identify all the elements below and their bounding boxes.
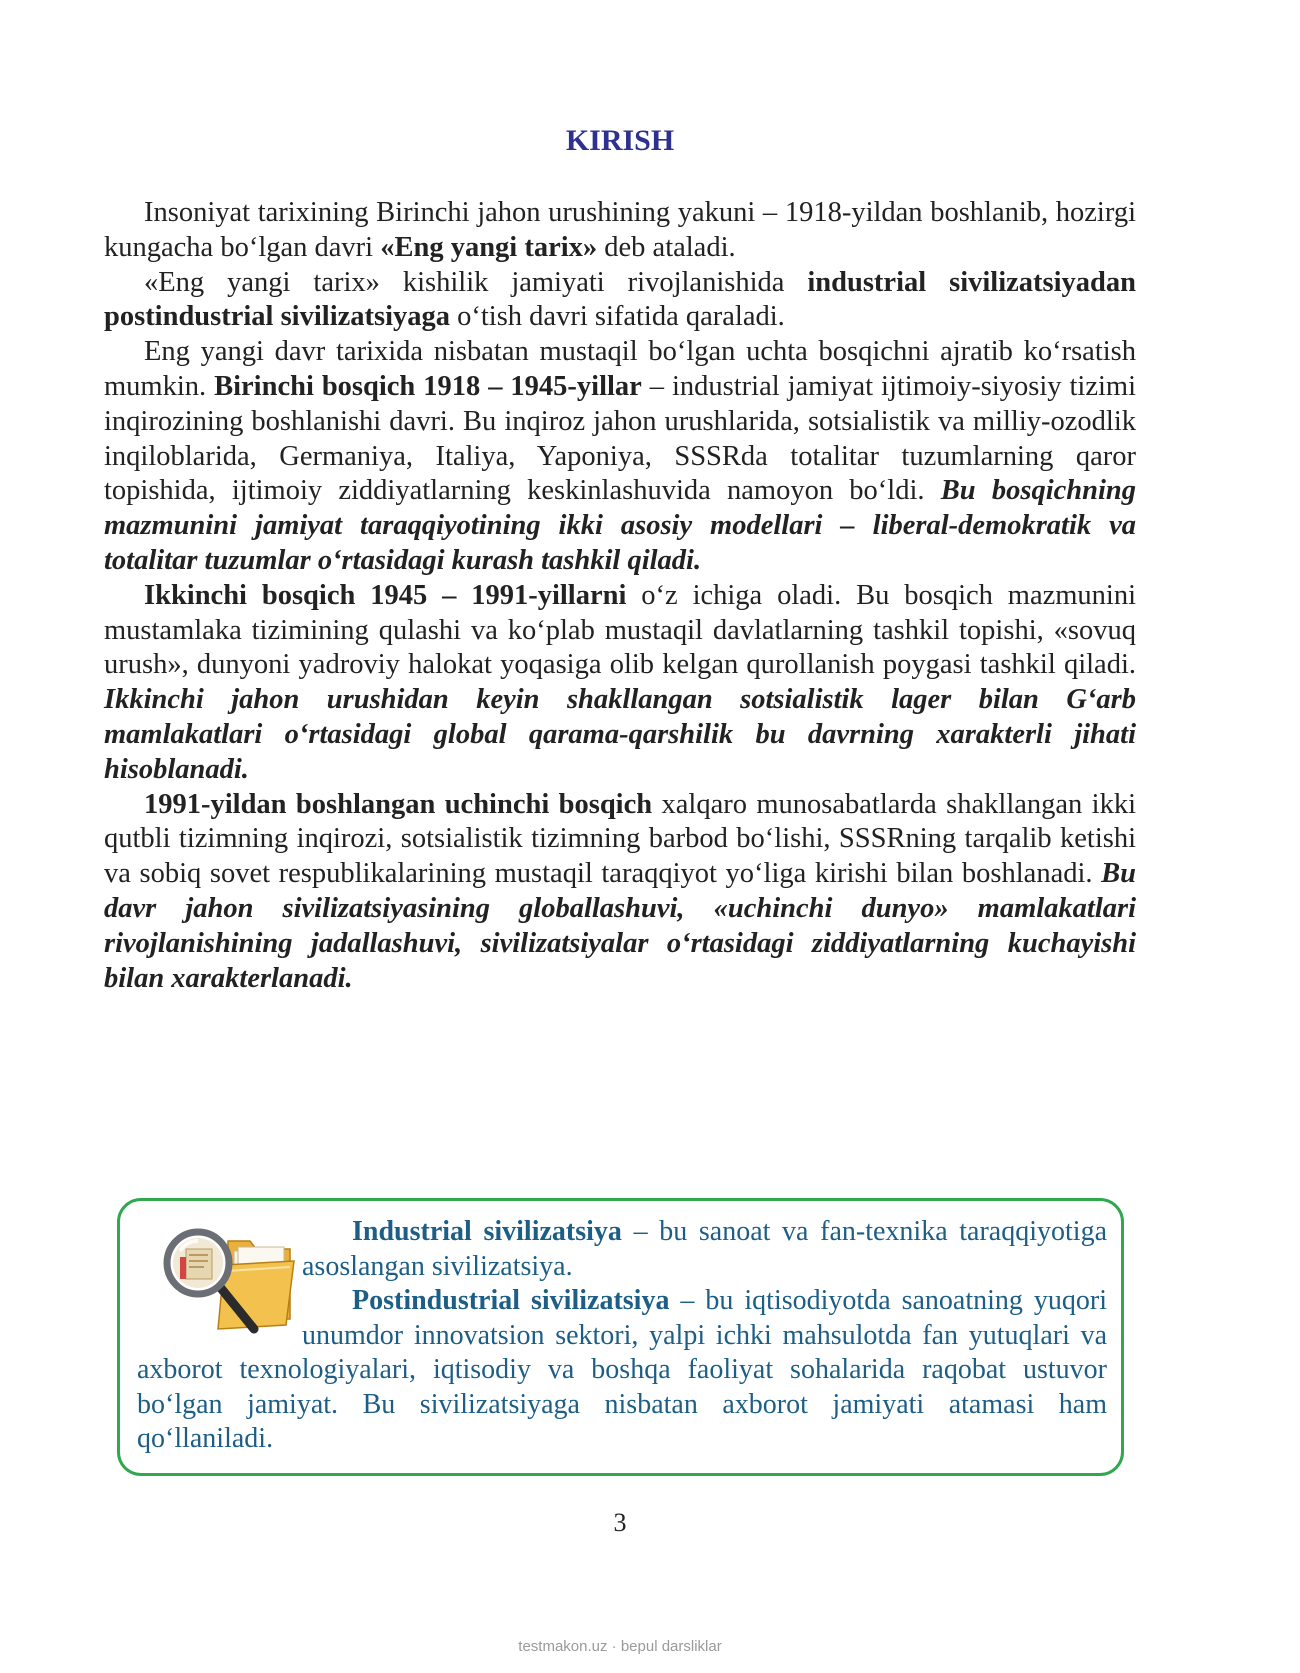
paragraph-5-part-3: Bu davr jahon sivilizatsiyasining globallashuvi, «uchinchi dunyo» mamlakatlari rivojlanishining jadallashuvi, sivilizatsiyalar o‘rtasidagi ziddiyatlarning kuchayishi bilan xarakterlanadi. [104,858,1136,994]
paragraph-2-part-2: industrial sivilizatsiyadan postindustrial sivilizatsiyaga [104,266,1136,333]
paragraph-1 [104,196,1136,266]
paragraph-3-part-2: Birinchi bosqich 1918 – 1945-yillar [214,370,642,402]
paragraph-2 [104,266,1136,336]
paragraph-4-part-3: Ikkinchi jahon urushidan keyin shakllangan sotsialistik lager bilan G‘arb mamlakatlari o‘rtasidagi global qarama-qarshilik bu davrning xarakterli jihati hisoblanadi. [104,684,1136,785]
page-number: 3 [613,1508,627,1537]
paragraph-4-part-2: o‘z ichiga oladi. Bu bosqich mazmunini mustamlaka tizimining qulashi va ko‘plab mustaqil davlatlarning tashkil topishi, «sovuq urush», dunyoni yadroviy halokat yoqasiga olib kelgan qurollanish poygasi tashkil qiladi. [104,579,1136,681]
paragraph-2-part-1: «Eng yangi tarix» kishilik jamiyati rivojlanishida [144,266,808,298]
paragraph-2-part-3: o‘tish davri sifatida qaraladi. [450,301,785,333]
paragraph-3-part-1: Eng yangi davr tarixida nisbatan mustaqil bo‘lgan uchta bosqichni ajratib ko‘rsatish mumkin. [104,336,1136,402]
paragraph-1-part-2: «Eng yangi tarix» [380,231,598,263]
paragraph-1-part-1: Insoniyat tarixining Birinchi jahon urushining yakuni – 1918-yildan boshlanib, hozirgi kungacha bo‘lgan davri [104,197,1136,263]
paragraph-5-part-1: 1991-yildan boshlangan uchinchi bosqich [144,788,653,820]
paragraph-4 [104,579,1136,788]
paragraph-4-part-1: Ikkinchi bosqich 1945 – 1991-yillarni [144,579,627,611]
body-text [104,196,1136,996]
paragraph-3-part-3: – industrial jamiyat ijtimoiy-siyosiy tizimi inqirozining boshlanishi davri. Bu inqiroz jahon urushlarida, sotsialistik va milliy-ozodlik inqiloblarida, Germaniya, Italiya, Yaponiya, SSSRda totalitar tuzumlarning qaror topishida, ijtimoiy ziddiyatlarning keskinlashuvida namoyon bo‘ldi. [104,370,1136,507]
definition-box [117,1198,1124,1476]
definition-body: – bu sanoat va fan-texnika taraqqiyotiga asoslangan sivilizatsiya. [302,1216,1107,1282]
definition-body: – bu iqtisodiyotda sanoatning yuqori unumdor innovatsion sektori, yalpi ichki mahsulotda fan yutuqlari va axborot texnologiyalari, iqtisodiy va boshqa faoliyat sohalarida raqobat ustuvor bo‘lgan jamiyat. Bu sivilizatsiyaga nisbatan axborot jamiyati atamasi ham qo‘llaniladi. [137,1285,1107,1454]
paragraph-5 [104,788,1136,997]
definition-text [137,1215,1107,1457]
definition-term: Postindustrial sivilizatsiya [352,1285,670,1316]
paragraph-5-part-2: xalqaro munosabatlarda shakllangan ikki qutbli tizimning inqirozi, sotsialistik tizimning barbod bo‘lishi, SSSRning tarqalib ketishi va sobiq sovet respublikalarining mustaqil taraqqiyot yo‘liga kirishi bilan boshlanadi. [104,788,1137,890]
paragraph-3-part-4: Bu bosqichning mazmunini jamiyat taraqqiyotining ikki asosiy modellari – liberal-demokratik va totalitar tuzumlar o‘rtasidagi kurash tashkil qiladi. [104,475,1136,576]
paragraph-3 [104,335,1136,579]
watermark: testmakon.uz · bepul darsliklar [518,1638,722,1655]
definition-term: Industrial sivilizatsiya [352,1216,622,1247]
paragraph-1-part-3: deb ataladi. [597,231,736,263]
page-title: KIRISH [565,124,675,157]
